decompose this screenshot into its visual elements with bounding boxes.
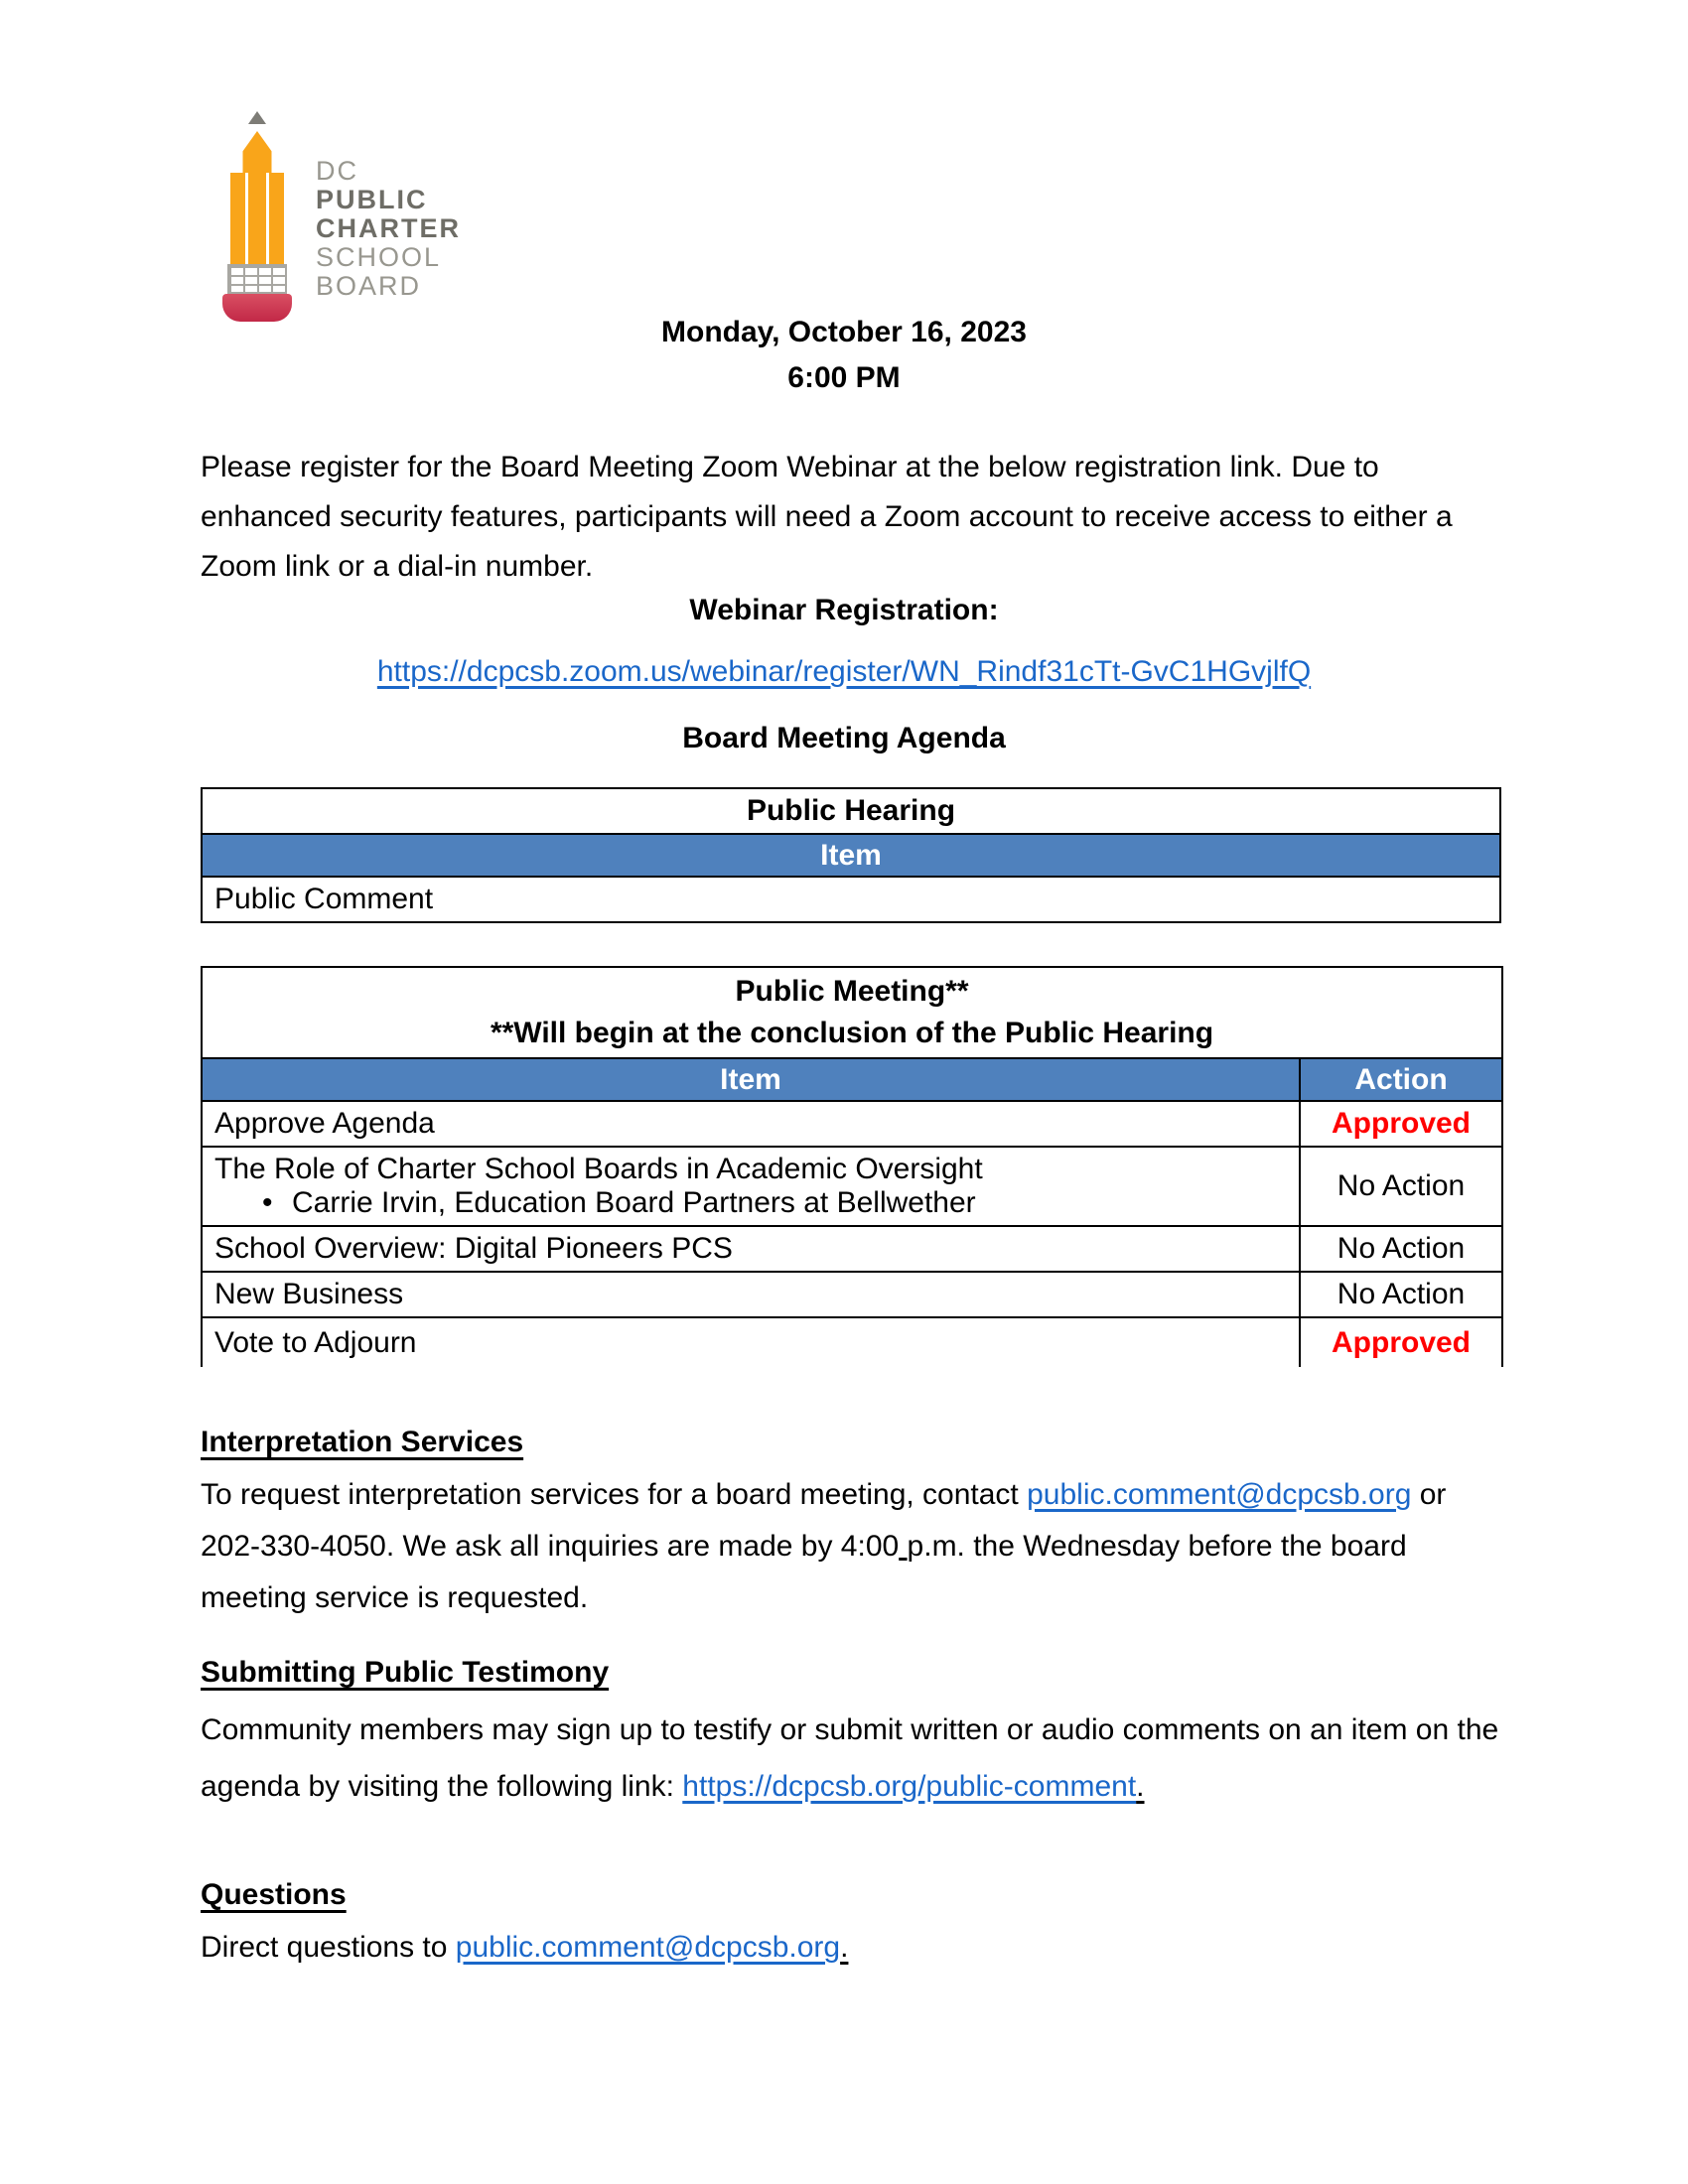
table-row [202,1058,1502,1101]
interpretation-section [201,1426,1511,1624]
agenda-item: School Overview: Digital Pioneers PCS [202,1226,1300,1272]
agenda-item-main: The Role of Charter School Boards in Academic Oversight [214,1153,983,1185]
interpretation-text-after: p.m. the Wednesday before the board meeting service is requested. [201,1530,1407,1614]
public-hearing-table [201,787,1501,923]
webinar-link-line [0,655,1688,689]
table-row [202,1147,1502,1226]
action-cell: Approved [1300,1317,1502,1367]
dcpcsb-logo [214,111,461,306]
public-meeting-title-line1: Public Meeting** [735,975,969,1008]
action-cell: No Action [1300,1272,1502,1317]
testimony-heading: Submitting Public Testimony [201,1656,610,1689]
testimony-paragraph [201,1702,1511,1815]
testimony-period: . [1136,1770,1145,1803]
intro-paragraph: Please register for the Board Meeting Zoom Webinar at the below registration link. Due to enhanced security features, participants will need a Zoom account to receive access to either a Zoom link or a dial-in number. [201,451,1453,583]
table-row [202,834,1500,877]
agenda-item: Approve Agenda [202,1101,1300,1147]
bullet-icon: • [262,1186,273,1219]
board-meeting-agenda-heading: Board Meeting Agenda [682,722,1006,754]
public-meeting-title [202,967,1502,1058]
logo-line-dc: DC [316,156,358,186]
logo-line-board: BOARD [316,271,422,301]
action-cell: Approved [1300,1101,1502,1147]
questions-email-link[interactable]: public.comment@dcpcsb.org [455,1931,841,1964]
interpretation-text-mid: or 202-330-4050. We ask all inquiries are made by 4:00 [201,1478,1447,1563]
public-comment-link[interactable]: https://dcpcsb.org/public-comment [682,1770,1137,1803]
testimony-section [201,1656,1511,1815]
pencil-ferrule [227,264,287,294]
interpretation-heading: Interpretation Services [201,1426,524,1458]
interpretation-email-link[interactable]: public.comment@dcpcsb.org [1027,1478,1412,1511]
questions-heading: Questions [201,1878,347,1911]
logo-wordmark [316,157,461,301]
table-row [202,967,1502,1058]
action-cell: No Action [1300,1226,1502,1272]
public-meeting-table [201,966,1503,1367]
table-row [202,1272,1502,1317]
item-column-header: Item [202,1058,1300,1101]
testimony-text-before: Community members may sign up to testify or submit written or audio comments on an item on the agenda by visiting the following link: [201,1713,1499,1803]
logo-line-public: PUBLIC [316,185,428,214]
pencil-cone [227,131,287,173]
action-cell: No Action [1300,1147,1502,1226]
table-row [202,877,1500,922]
questions-section [201,1878,1511,1974]
table-row [202,1317,1502,1367]
public-hearing-title: Public Hearing [202,788,1500,834]
pencil-lead-tip [248,111,266,124]
pencil-body [227,173,287,264]
public-meeting-title-line2: **Will begin at the conclusion of the Public Hearing [490,1017,1214,1049]
agenda-item-bullet [214,1186,1287,1220]
agenda-item: Public Comment [202,877,1500,922]
agenda-item [202,1147,1300,1226]
meeting-datetime [0,310,1688,401]
table-row [202,788,1500,834]
pencil-icon [214,111,300,306]
interpretation-paragraph [201,1469,1511,1624]
logo-line-charter: CHARTER [316,213,461,243]
bullet-text: Carrie Irvin, Education Board Partners at Bellwether [292,1186,976,1219]
agenda-item: Vote to Adjourn [202,1317,1300,1367]
webinar-registration-link[interactable]: https://dcpcsb.zoom.us/webinar/register/WN_Rindf31cTt-GvC1HGvjlfQ [376,655,1312,688]
webinar-registration-heading: Webinar Registration: [689,594,999,626]
questions-paragraph [201,1922,1511,1974]
action-column-header: Action [1300,1058,1502,1101]
info-sections [201,1426,1511,1974]
table-row [202,1226,1502,1272]
logo-line-school: SCHOOL [316,242,442,272]
agenda-item: New Business [202,1272,1300,1317]
questions-period: . [840,1931,849,1964]
meeting-time: 6:00 PM [787,361,901,394]
questions-text-before: Direct questions to [201,1931,456,1964]
item-column-header: Item [202,834,1500,877]
interpretation-text-before: To request interpretation services for a board meeting, contact [201,1478,1028,1511]
meeting-date: Monday, October 16, 2023 [661,316,1027,348]
table-row [202,1101,1502,1147]
underlined-space [899,1530,907,1563]
